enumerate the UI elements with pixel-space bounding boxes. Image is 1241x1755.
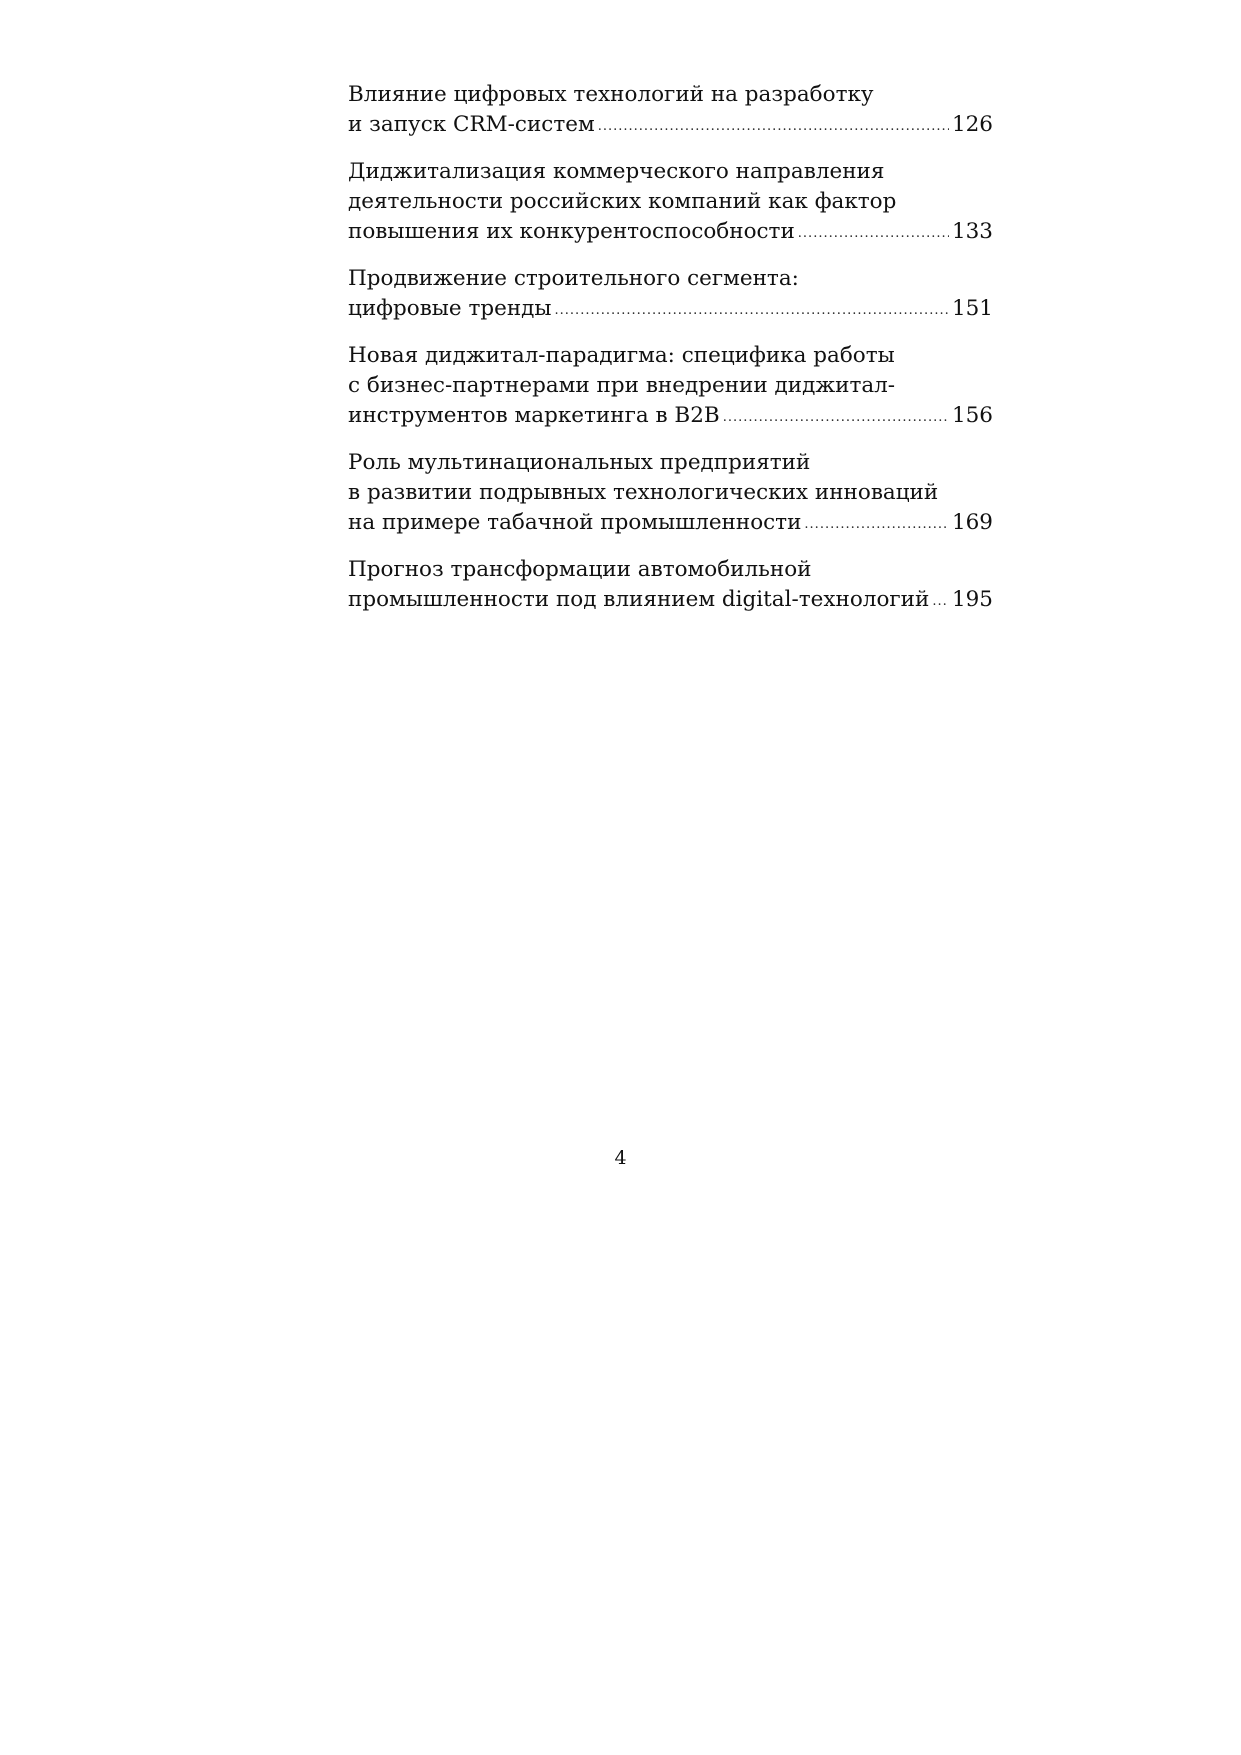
toc-entry-title-line: повышения их конкурентоспособности xyxy=(348,219,795,244)
toc-entry-title-line: Роль мультинациональных предприятий xyxy=(348,450,811,475)
toc-entry-last-line xyxy=(348,585,993,618)
dot-leader xyxy=(555,296,949,326)
toc-page-number: 126 xyxy=(951,112,993,137)
toc-entry-title-line: и запуск CRM-систем xyxy=(348,112,595,137)
toc-entry-last-line xyxy=(348,294,993,327)
toc-entry-title-line: деятельности российских компаний как фактор xyxy=(348,189,897,214)
dot-leader xyxy=(723,403,949,433)
toc-page-number: 133 xyxy=(951,219,993,244)
page-footer-number: 4 xyxy=(614,1147,627,1169)
dot-leader xyxy=(932,587,949,617)
toc-entry-title-line: инструментов маркетинга в B2B xyxy=(348,403,720,428)
toc-entry-title-line: Продвижение строительного сегмента: xyxy=(348,266,799,291)
toc-entry-title-line: Диджитализация коммерческого направления xyxy=(348,159,885,184)
toc-entry-last-line xyxy=(348,508,993,541)
toc-page-number: 195 xyxy=(951,587,993,612)
table-of-contents xyxy=(348,80,993,632)
toc-entry[interactable] xyxy=(348,448,993,541)
toc-entry-title-line: цифровые тренды xyxy=(348,296,552,321)
toc-entry-last-line xyxy=(348,401,993,434)
toc-entry[interactable] xyxy=(348,157,993,250)
dot-leader xyxy=(804,510,949,540)
toc-entry-title-line: Влияние цифровых технологий на разработку xyxy=(348,82,874,107)
dot-leader xyxy=(598,112,949,142)
toc-entry-last-line xyxy=(348,217,993,250)
dot-leader xyxy=(798,219,949,249)
toc-entry-title-line: Новая диджитал-парадигма: специфика работы xyxy=(348,343,895,368)
toc-entry-title-line: с бизнес-партнерами при внедрении диджитал- xyxy=(348,373,896,398)
toc-entry-title-line: Прогноз трансформации автомобильной xyxy=(348,557,812,582)
toc-page-number: 169 xyxy=(951,510,993,535)
toc-entry[interactable] xyxy=(348,341,993,434)
toc-entry-last-line xyxy=(348,110,993,143)
toc-entry[interactable] xyxy=(348,80,993,143)
toc-entry-title-line: промышленности под влиянием digital-технологий xyxy=(348,587,930,612)
toc-entry[interactable] xyxy=(348,264,993,327)
toc-entry-title-line: в развитии подрывных технологических инноваций xyxy=(348,480,939,505)
toc-entry[interactable] xyxy=(348,555,993,618)
toc-page-number: 151 xyxy=(951,296,993,321)
toc-page-number: 156 xyxy=(951,403,993,428)
toc-entry-title-line: на примере табачной промышленности xyxy=(348,510,802,535)
